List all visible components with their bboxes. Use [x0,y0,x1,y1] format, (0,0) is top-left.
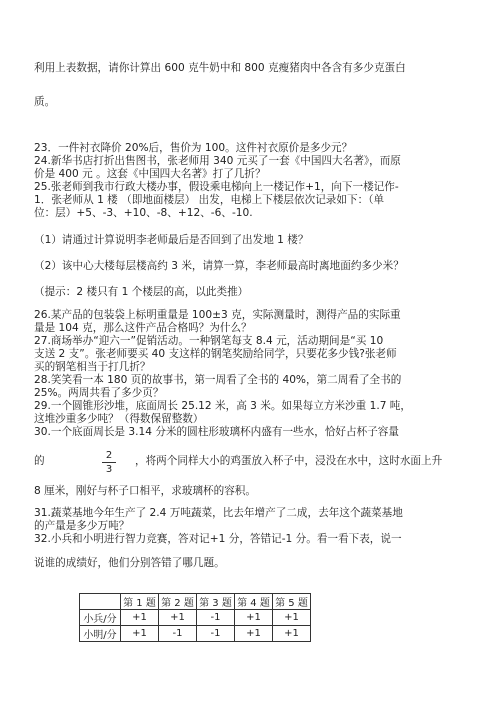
table-cell: +1 [273,610,311,626]
question-24-line2: 价是 400 元 。这套《中国四大名著》打了几折？ [34,168,266,180]
question-30-line1: 30.一个底面周长是 3.14 分米的圆柱形玻璃杯内盛有一些水，恰好占杯子容量 [34,426,399,438]
table-cell: -1 [159,626,197,642]
table-row [80,626,311,642]
question-23: 23．一件衬衣降价 20%后，售价为 100。这件衬衣原价是多少元？ [34,142,353,154]
table-header-cell: 第 5 题 [273,594,311,610]
question-31-line2: 的产量是多少万吨？ [34,520,130,532]
fraction-denominator: 3 [105,464,113,475]
question-30-line2-prefix: 的 [34,455,45,467]
fraction-bar [102,462,116,463]
table-row [80,610,311,626]
table-cell: 小兵/分 [80,610,121,626]
question-25-line3: 位：层）+5、-3、+10、-8、+12、-6、-10. [34,207,253,219]
table-cell: -1 [197,626,235,642]
table-cell: +1 [273,626,311,642]
question-26-line2: 量是 104 克，那么这件产品合格吗？为什么？ [34,322,252,334]
question-25-sub1: （1）请通过计算说明李老师最后是否回到了出发地 1 楼？ [34,234,309,246]
table-cell: +1 [121,626,159,642]
text-line: 利用上表数据，请你计算出 600 克牛奶中和 800 克瘦猪肉中各含有多少克蛋白 [34,62,406,74]
question-25-line1: 25.张老师到我市行政大楼办事，假设乘电梯向上一楼记作+1，向下一楼记作- [34,181,399,193]
table-header-cell: 第 1 题 [121,594,159,610]
question-27-line1: 27.商场举办“迎六一”促销活动。一种钢笔每支 8.4 元，活动期间是“买 10 [34,335,384,347]
score-table [79,593,311,642]
question-31-line1: 31.蔬菜基地今年生产了 2.4 万吨蔬菜，比去年增产了二成，去年这个蔬菜基地 [34,507,403,519]
question-27-line3: 买的钢笔相当于打几折？ [34,361,151,373]
table-header-cell: 第 4 题 [235,594,273,610]
table-header-cell: 第 2 题 [159,594,197,610]
question-28-line1: 28.笑笑看一本 180 页的故事书，第一周看了全书的 40%，第二周看了全书的 [34,374,402,386]
question-27-line2: 支送 2 支”。张老师要买 40 支这样的钢笔奖励给同学，只要花多少钱?张老师 [34,348,397,360]
question-28-line2: 25%。两周共看了多少页？ [34,387,164,399]
question-29-line2: 这堆沙重多少吨？（得数保留整数） [34,413,204,425]
question-32-line1: 32.小兵和小明进行智力竞赛，答对记+1 分，答错记-1 分。看一看下表，说一 [34,533,402,545]
question-26-line1: 26.某产品的包装袋上标明重量是 100±3 克，实际测量时，测得产品的实际重 [34,309,401,321]
table-cell: 小明/分 [80,626,121,642]
question-24-line1: 24.新华书店打折出售图书，张老师用 340 元买了一套《中国四大名著》，而原 [34,155,401,167]
text-line: 质。 [34,96,56,108]
table-header-row [80,594,311,610]
table-cell: +1 [235,610,273,626]
question-25-line2: 1．张老师从 1 楼 （即地面楼层） 出发，电梯上下楼层依次记录如下：（单 [34,194,385,206]
fraction-two-thirds [102,450,116,475]
table-cell: +1 [159,610,197,626]
table-cell: +1 [235,626,273,642]
question-25-hint: （提示：2 楼只有 1 个楼层的高，以此类推） [34,286,249,298]
question-29-line1: 29.一个圆锥形沙堆，底面周长 25.12 米，高 3 米。如果每立方米沙重 1.7 吨， [34,400,411,412]
question-32-line2: 说谁的成绩好，他们分别答错了哪几题。 [34,557,225,569]
fraction-numerator: 2 [105,450,113,461]
question-30-line2: ，将两个同样大小的鸡蛋放入杯子中，浸没在水中，这时水面上升 [135,455,443,467]
table-cell: -1 [197,610,235,626]
question-25-sub2: （2）该中心大楼每层楼高约 3 米，请算一算，李老师最高时离地面约多少米？ [34,260,404,272]
question-30-line3: 8 厘米，刚好与杯子口相平，求玻璃杯的容积。 [34,485,256,497]
table-header-cell: 第 3 题 [197,594,235,610]
table-header-cell [80,594,121,610]
table-cell: +1 [121,610,159,626]
